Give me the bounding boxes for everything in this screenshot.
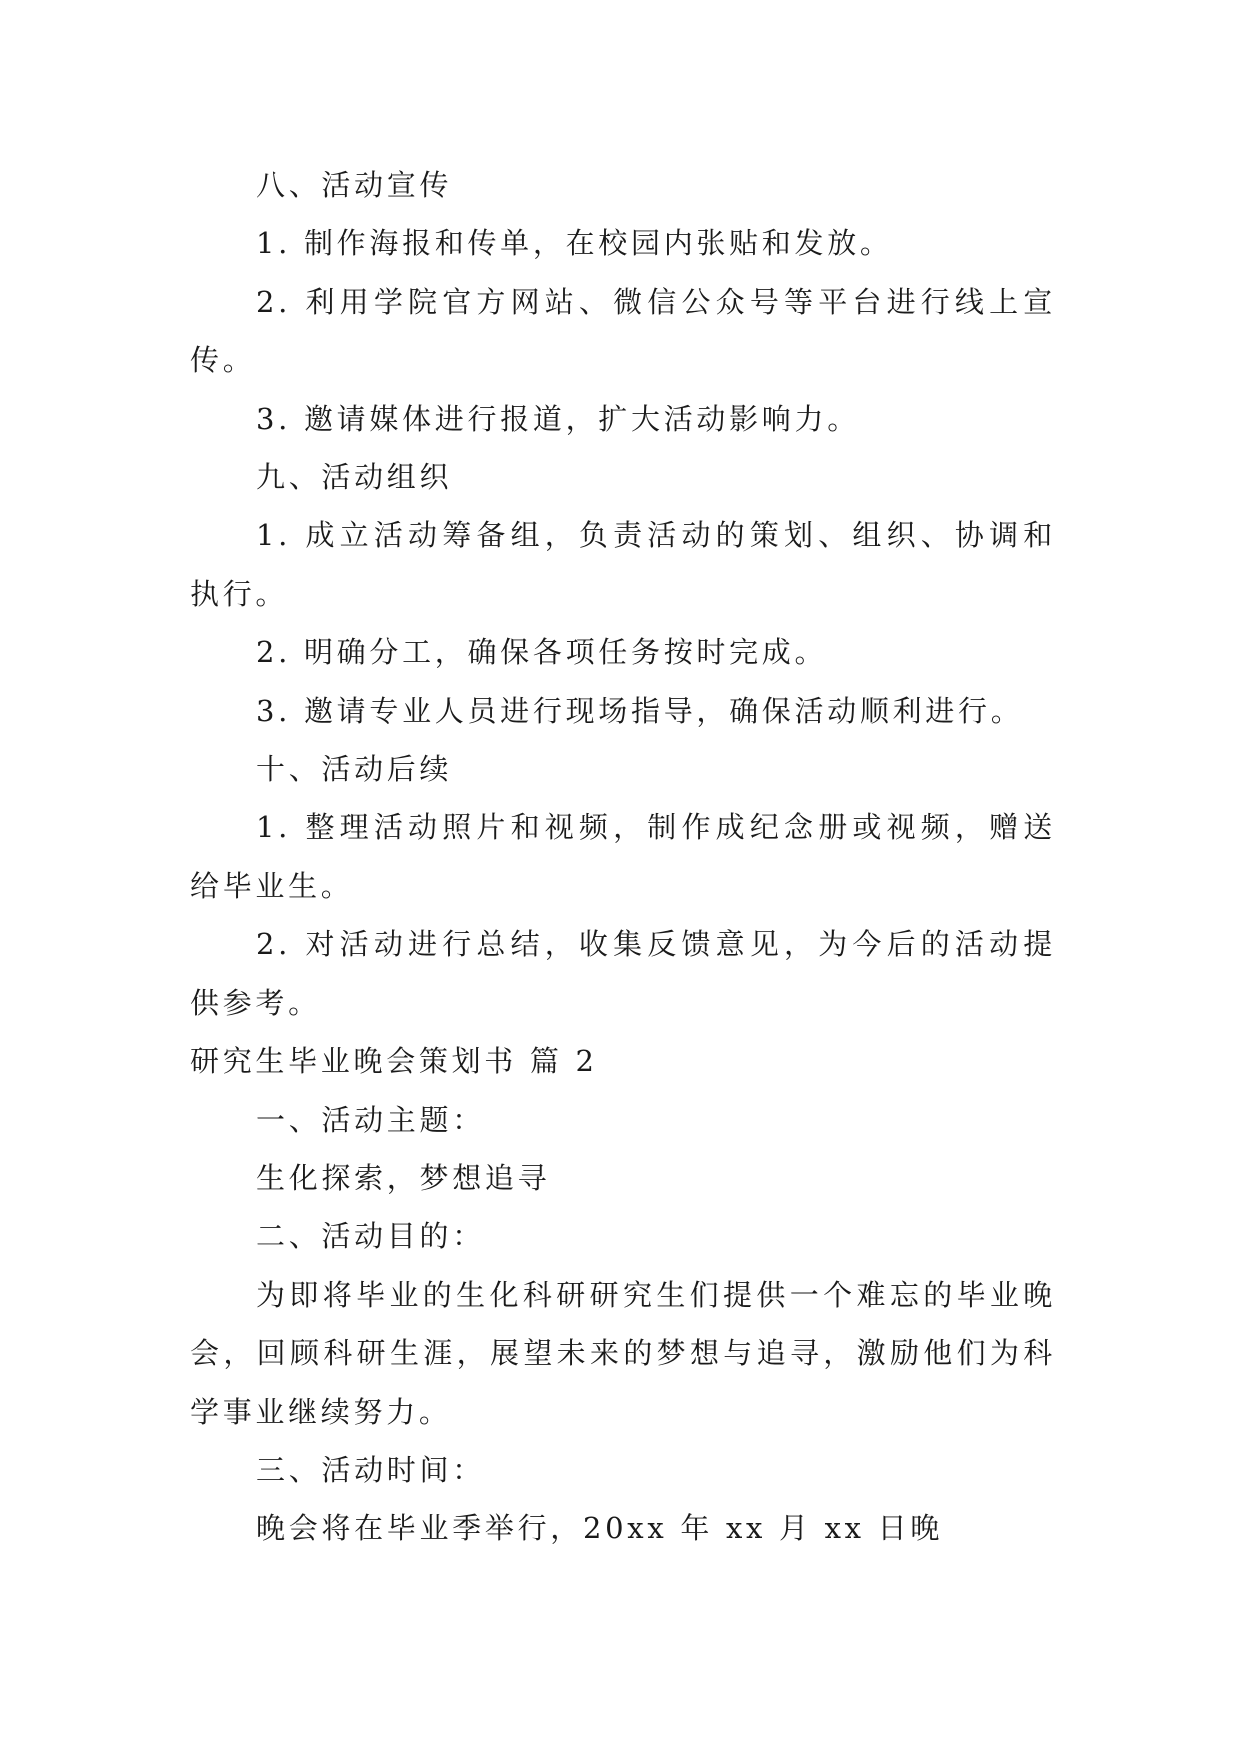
list-item: 1. 成立活动筹备组，负责活动的策划、组织、协调和执行。 xyxy=(190,518,1056,611)
list-item: 2. 利用学院官方网站、微信公众号等平台进行线上宣传。 xyxy=(190,284,1056,378)
list-item: 1. 整理活动照片和视频，制作成纪念册或视频，赠送给毕业生。 xyxy=(190,810,1056,903)
list-item: 2. 明确分工，确保各项任务按时完成。 xyxy=(256,635,828,670)
document-title: 研究生毕业晚会策划书 篇 2 xyxy=(190,1044,598,1079)
section-heading: 九、活动组织 xyxy=(256,460,453,495)
section-heading: 十、活动后续 xyxy=(256,752,453,787)
list-item: 3. 邀请专业人员进行现场指导，确保活动顺利进行。 xyxy=(256,693,1024,728)
list-item: 3. 邀请媒体进行报道，扩大活动影响力。 xyxy=(256,401,860,436)
paragraph: 生化探索，梦想追寻 xyxy=(256,1160,551,1195)
section-heading: 一、活动主题： xyxy=(256,1102,485,1137)
document-body xyxy=(190,156,1056,1558)
section-heading: 八、活动宣传 xyxy=(256,168,453,202)
paragraph: 为即将毕业的生化科研研究生们提供一个难忘的毕业晚会，回顾科研生涯，展望未来的梦想与追寻，激励他们为科学事业继续努力。 xyxy=(190,1277,1056,1429)
section-heading: 二、活动目的： xyxy=(256,1219,485,1254)
section-heading: 三、活动时间： xyxy=(256,1452,485,1487)
list-item: 1. 制作海报和传单，在校园内张贴和发放。 xyxy=(256,226,893,261)
paragraph: 晚会将在毕业季举行，20xx 年 xx 月 xx 日晚 xyxy=(256,1511,944,1546)
list-item: 2. 对活动进行总结，收集反馈意见，为今后的活动提供参考。 xyxy=(190,927,1056,1020)
